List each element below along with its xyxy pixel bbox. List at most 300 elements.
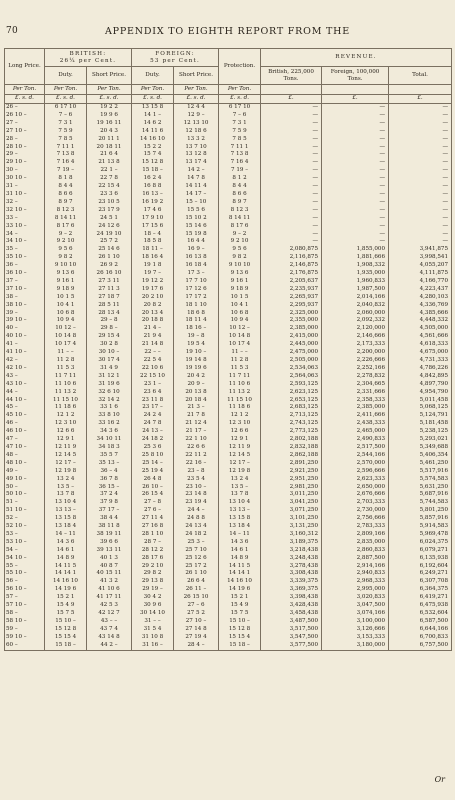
table-cell: 23 1 – xyxy=(132,381,174,389)
table-cell: 27 10 – xyxy=(5,128,45,136)
table-cell: 13 5 – xyxy=(45,484,87,492)
table-cell: 14 1 – xyxy=(132,112,174,120)
table-cell: 21 7 8 xyxy=(174,412,219,420)
table-cell: 14 – 11 xyxy=(219,531,261,539)
table-cell: 42 – xyxy=(5,357,45,365)
table-cell: 45 – xyxy=(5,404,45,412)
table-cell: 38 4 4 xyxy=(87,515,132,523)
table-cell: 43 10 – xyxy=(5,381,45,389)
table-cell: 14 16 10 xyxy=(219,578,261,586)
table-cell: 5,969,478 xyxy=(389,531,452,539)
table-cell: 43 – xyxy=(5,373,45,381)
table-cell: 20 2 10 xyxy=(132,294,174,302)
table-cell: — xyxy=(261,104,322,112)
table-cell: 9 18 9 xyxy=(219,286,261,294)
table-row xyxy=(5,294,452,302)
table-cell: — xyxy=(389,167,452,175)
table-cell: 16 18 4 xyxy=(174,262,219,270)
table-cell: 27 5 2 xyxy=(174,610,219,618)
table-cell: 6,419,271 xyxy=(389,594,452,602)
table-row xyxy=(5,531,452,539)
table-row xyxy=(5,428,452,436)
table-cell: 2,891,250 xyxy=(261,460,322,468)
table-cell: 39 10 – xyxy=(5,317,45,325)
table-cell: 26 16 10 xyxy=(87,270,132,278)
table-cell: 28 12 2 xyxy=(132,547,174,555)
table-cell: 7 3 1 xyxy=(45,120,87,128)
table-cell: 31 12 1 xyxy=(87,373,132,381)
table-cell: — xyxy=(322,231,389,239)
table-row xyxy=(5,389,452,397)
table-cell: 14 6 1 xyxy=(219,547,261,555)
table-cell: 37 9 8 xyxy=(87,499,132,507)
table-cell: 50 – xyxy=(5,484,45,492)
table-cell: — xyxy=(322,159,389,167)
table-cell: — xyxy=(322,120,389,128)
table-cell: 7 5 9 xyxy=(45,128,87,136)
table-row xyxy=(5,191,452,199)
table-cell: 2,756,666 xyxy=(322,515,389,523)
table-cell: — xyxy=(389,128,452,136)
unit-lsd-6: £. s. d. xyxy=(219,95,261,104)
table-cell: 8 12 3 xyxy=(45,207,87,215)
table-cell: 2,415,000 xyxy=(261,333,322,341)
table-cell: 26 9 2 xyxy=(87,262,132,270)
table-cell: 3,398,438 xyxy=(261,594,322,602)
table-cell: 35 13 – xyxy=(87,460,132,468)
table-cell: 2,743,125 xyxy=(261,420,322,428)
table-cell: 14 2 – xyxy=(174,167,219,175)
table-cell: 5,801,250 xyxy=(389,507,452,515)
table-cell: — xyxy=(389,223,452,231)
table-cell: 14 16 10 xyxy=(132,136,174,144)
table-cell: 13 18 4 xyxy=(219,523,261,531)
table-cell: 54 10 – xyxy=(5,555,45,563)
table-cell: 24 18 2 xyxy=(174,531,219,539)
table-cell: 5,124,791 xyxy=(389,412,452,420)
table-row xyxy=(5,610,452,618)
table-cell: 30 17 4 xyxy=(87,357,132,365)
table-cell: — xyxy=(389,104,452,112)
table-cell: 2,802,188 xyxy=(261,436,322,444)
table-cell: 14 7 8 xyxy=(174,175,219,183)
table-cell: 31 4 9 xyxy=(87,365,132,373)
table-cell: 26 – xyxy=(5,104,45,112)
table-cell: 18 – 4 xyxy=(132,231,174,239)
table-cell: — xyxy=(261,167,322,175)
table-cell: 24 18 2 xyxy=(132,436,174,444)
table-cell: 11 – – xyxy=(219,349,261,357)
table-cell: 9 5 6 xyxy=(219,246,261,254)
table-cell: 23 3 6 xyxy=(87,191,132,199)
table-cell: 2,968,333 xyxy=(322,578,389,586)
table-cell: 9 16 1 xyxy=(45,278,87,286)
table-row xyxy=(5,365,452,373)
unit-blank-1 xyxy=(261,85,322,95)
table-cell: 19 1 8 xyxy=(132,262,174,270)
unit-pound-2: £. xyxy=(322,95,389,104)
table-cell: 5,349,688 xyxy=(389,444,452,452)
table-cell: 16 4 4 xyxy=(174,238,219,246)
table-cell: 57 – xyxy=(5,594,45,602)
table-cell: 21 4 – xyxy=(132,325,174,333)
table-cell: 42 5 3 xyxy=(87,602,132,610)
table-row xyxy=(5,436,452,444)
table-cell: 12 3 10 xyxy=(45,420,87,428)
table-cell: — xyxy=(389,144,452,152)
table-cell: 18 1 10 xyxy=(174,302,219,310)
table-cell: 8 14 11 xyxy=(45,215,87,223)
table-cell: 3,047,500 xyxy=(322,602,389,610)
col-foreign-short: Short Price. xyxy=(174,67,219,85)
table-cell: 30 10 – xyxy=(5,175,45,183)
table-cell: 4,280,103 xyxy=(389,294,452,302)
table-cell: 2,783,333 xyxy=(322,523,389,531)
table-cell: 39 – xyxy=(5,310,45,318)
table-cell: 4,786,226 xyxy=(389,365,452,373)
table-cell: — xyxy=(261,159,322,167)
table-cell: — xyxy=(261,238,322,246)
table-cell: 3,101,250 xyxy=(261,515,322,523)
table-cell: 2,445,000 xyxy=(261,341,322,349)
table-cell: 54 – xyxy=(5,547,45,555)
table-row xyxy=(5,167,452,175)
table-cell: 9 10 10 xyxy=(45,262,87,270)
table-cell: 31 10 8 xyxy=(132,634,174,642)
table-cell: 4,842,895 xyxy=(389,373,452,381)
table-cell: 34 3 6 xyxy=(87,428,132,436)
unit-per-ton-2: Per Ton. xyxy=(45,85,87,95)
table-cell: 25 12 6 xyxy=(174,555,219,563)
col-protection: Protection. xyxy=(219,49,261,85)
table-cell: 15 – 10 xyxy=(174,199,219,207)
table-cell: 26 10 – xyxy=(5,112,45,120)
table-cell: 28 – xyxy=(5,136,45,144)
table-cell: 11 7 11 xyxy=(45,373,87,381)
table-cell: 8 12 3 xyxy=(219,207,261,215)
table-cell: 10 1 5 xyxy=(219,294,261,302)
table-cell: 2,596,666 xyxy=(322,468,389,476)
table-cell: 27 10 – xyxy=(174,618,219,626)
table-cell: 2,713,125 xyxy=(261,412,322,420)
table-cell: 2,676,666 xyxy=(322,491,389,499)
table-cell: — xyxy=(389,112,452,120)
table-cell: 4,954,790 xyxy=(389,389,452,397)
table-cell: 19 19 6 xyxy=(174,365,219,373)
table-cell: 21 3 – xyxy=(174,404,219,412)
table-cell: 7 – 6 xyxy=(219,112,261,120)
table-cell: 3,011,250 xyxy=(261,491,322,499)
table-cell: 13 17 4 xyxy=(174,159,219,167)
table-cell: 26 15 4 xyxy=(132,491,174,499)
table-cell: 34 – xyxy=(5,231,45,239)
table-cell: 22 10 6 xyxy=(132,365,174,373)
table-cell: 9 2 10 xyxy=(45,238,87,246)
table-cell: 41 10 6 xyxy=(87,586,132,594)
table-cell: 9 8 2 xyxy=(219,254,261,262)
table-cell: 44 10 – xyxy=(5,397,45,405)
table-row xyxy=(5,626,452,634)
table-cell: 1,908,332 xyxy=(322,262,389,270)
table-cell: 22 15 10 xyxy=(132,373,174,381)
table-cell: 12 13 10 xyxy=(174,120,219,128)
table-cell: 19 12 2 xyxy=(132,278,174,286)
table-cell: 2,116,875 xyxy=(261,254,322,262)
table-row xyxy=(5,207,452,215)
duty-table xyxy=(4,48,452,651)
table-cell: 10 6 8 xyxy=(45,310,87,318)
table-cell: 8 1 2 xyxy=(219,175,261,183)
table-cell: 12 17 – xyxy=(219,460,261,468)
table-cell: 42 12 7 xyxy=(87,610,132,618)
table-cell: 12 6 6 xyxy=(45,428,87,436)
table-cell: 27 – 8 xyxy=(132,499,174,507)
table-cell: 2,653,125 xyxy=(261,397,322,405)
table-cell: 37 – xyxy=(5,278,45,286)
table-cell: 15 7 4 xyxy=(132,151,174,159)
table-cell: 8 4 4 xyxy=(45,183,87,191)
table-cell: 19 16 11 xyxy=(87,120,132,128)
table-cell: 30 14 10 xyxy=(132,610,174,618)
table-cell: 14 3 6 xyxy=(219,539,261,547)
table-cell: 27 11 3 xyxy=(87,286,132,294)
table-cell: 13 7 8 xyxy=(45,491,87,499)
table-cell: 15 12 8 xyxy=(45,626,87,634)
table-row xyxy=(5,104,452,112)
table-cell: 4,731,333 xyxy=(389,357,452,365)
col-revenue: REVENUE. xyxy=(261,49,452,67)
table-row xyxy=(5,112,452,120)
table-cell: 45 10 – xyxy=(5,412,45,420)
table-cell: 32 6 10 xyxy=(87,389,132,397)
table-cell: 11 13 2 xyxy=(45,389,87,397)
table-cell: — xyxy=(261,112,322,120)
table-cell: 20 11 1 xyxy=(87,136,132,144)
table-cell: 52 10 – xyxy=(5,523,45,531)
table-cell: 59 10 – xyxy=(5,634,45,642)
table-cell: 23 19 4 xyxy=(174,499,219,507)
table-row xyxy=(5,539,452,547)
foreign-rate: 53 per Cent. xyxy=(150,57,200,64)
table-cell: 27 18 7 xyxy=(87,294,132,302)
table-cell: 2,593,125 xyxy=(261,381,322,389)
table-cell: 13 18 4 xyxy=(45,523,87,531)
table-cell: 2,146,875 xyxy=(261,262,322,270)
table-cell: 36 7 8 xyxy=(87,476,132,484)
table-row xyxy=(5,286,452,294)
table-cell: 27 – xyxy=(5,120,45,128)
table-cell: 2,385,000 xyxy=(322,404,389,412)
table-row xyxy=(5,270,452,278)
table-cell: 26 10 – xyxy=(132,484,174,492)
table-cell: 38 10 – xyxy=(5,302,45,310)
table-cell: 2,832,188 xyxy=(261,444,322,452)
table-cell: 23 14 8 xyxy=(174,491,219,499)
table-cell: 4,897,790 xyxy=(389,381,452,389)
table-cell: 3,218,438 xyxy=(261,547,322,555)
table-cell: 7 19 – xyxy=(45,167,87,175)
table-cell: 51 – xyxy=(5,499,45,507)
table-cell: 6,475,938 xyxy=(389,602,452,610)
table-cell: 18 5 8 xyxy=(132,238,174,246)
table-cell: 2,570,000 xyxy=(322,460,389,468)
table-cell: 14 11 4 xyxy=(174,183,219,191)
table-cell: 5,068,125 xyxy=(389,404,452,412)
table-cell: — xyxy=(261,223,322,231)
table-cell: 14 19 6 xyxy=(45,586,87,594)
table-cell: 13 13 – xyxy=(45,507,87,515)
table-cell: 6,024,375 xyxy=(389,539,452,547)
table-cell: 3,428,438 xyxy=(261,602,322,610)
table-cell: 25 14 6 xyxy=(87,246,132,254)
table-cell: 23 11 8 xyxy=(132,397,174,405)
table-cell: 15 2 2 xyxy=(132,144,174,152)
table-cell: 13 7 10 xyxy=(174,144,219,152)
table-cell: 5,687,916 xyxy=(389,491,452,499)
table-cell: 12 11 9 xyxy=(45,444,87,452)
table-cell: 23 – 8 xyxy=(174,468,219,476)
table-cell: 8 14 11 xyxy=(219,215,261,223)
table-cell: 22 1 – xyxy=(87,167,132,175)
table-cell: 2,252,166 xyxy=(322,365,389,373)
unit-lsd-4: £. s. d. xyxy=(132,95,174,104)
table-cell: 2,355,000 xyxy=(261,317,322,325)
table-cell: 3,278,438 xyxy=(261,563,322,571)
table-cell: 2,295,937 xyxy=(261,302,322,310)
table-cell: 2,438,333 xyxy=(322,420,389,428)
table-cell: 14 8 9 xyxy=(45,555,87,563)
table-cell: 14 6 1 xyxy=(45,547,87,555)
table-cell: 12 14 5 xyxy=(45,452,87,460)
unit-lsd-3: £. s. d. xyxy=(87,95,132,104)
table-row xyxy=(5,397,452,405)
table-cell: 43 – – xyxy=(87,618,132,626)
table-cell: 17 9 10 xyxy=(132,215,174,223)
table-cell: 22 11 2 xyxy=(174,452,219,460)
table-cell: 2,411,666 xyxy=(322,412,389,420)
table-cell: 10 4 1 xyxy=(219,302,261,310)
table-cell: 41 – xyxy=(5,341,45,349)
table-cell: 50 10 – xyxy=(5,491,45,499)
table-cell: 39 13 11 xyxy=(87,547,132,555)
table-cell: — xyxy=(389,215,452,223)
table-cell: 35 5 7 xyxy=(87,452,132,460)
table-cell: 2,995,000 xyxy=(322,586,389,594)
table-row xyxy=(5,175,452,183)
table-cell: — xyxy=(322,128,389,136)
table-cell: 4,055,207 xyxy=(389,262,452,270)
table-cell: 19 2 2 xyxy=(87,104,132,112)
table-cell: 24 4 – xyxy=(174,507,219,515)
table-row xyxy=(5,357,452,365)
table-cell: 29 – 8 xyxy=(87,317,132,325)
table-cell: 2,226,666 xyxy=(322,357,389,365)
table-cell: — xyxy=(261,151,322,159)
table-cell: 13 10 4 xyxy=(219,499,261,507)
table-cell: 19 9 6 xyxy=(87,112,132,120)
table-cell: 29 10 – xyxy=(5,159,45,167)
table-cell: 3,041,250 xyxy=(261,499,322,507)
table-cell: 2,475,000 xyxy=(261,349,322,357)
table-cell: 12 3 10 xyxy=(219,420,261,428)
table-cell: 3,020,833 xyxy=(322,594,389,602)
table-row xyxy=(5,507,452,515)
table-cell: 23 17 9 xyxy=(87,207,132,215)
table-cell: 16 13 – xyxy=(132,191,174,199)
table-cell: 32 10 – xyxy=(5,207,45,215)
table-cell: 13 12 8 xyxy=(174,151,219,159)
unit-per-ton-4: Per Ton. xyxy=(132,85,174,95)
table-row xyxy=(5,476,452,484)
table-cell: 36 10 – xyxy=(5,270,45,278)
table-cell: — xyxy=(261,136,322,144)
table-cell: 8 17 6 xyxy=(45,223,87,231)
table-cell: 7 5 9 xyxy=(219,128,261,136)
table-cell: 15 2 1 xyxy=(219,594,261,602)
table-cell: 30 10 – xyxy=(87,349,132,357)
table-cell: 31 10 – xyxy=(5,191,45,199)
table-cell: 48 10 – xyxy=(5,460,45,468)
table-cell: 18 16 4 xyxy=(132,254,174,262)
table-cell: 14 16 10 xyxy=(45,578,87,586)
table-cell: 51 10 – xyxy=(5,507,45,515)
table-cell: 26 11 – xyxy=(174,586,219,594)
table-cell: 29 – xyxy=(5,151,45,159)
table-cell: 30 4 2 xyxy=(132,594,174,602)
table-cell: 42 10 – xyxy=(5,365,45,373)
table-cell: 2,809,166 xyxy=(322,531,389,539)
table-cell: 14 – 11 xyxy=(45,531,87,539)
table-cell: 53 10 – xyxy=(5,539,45,547)
table-cell: — xyxy=(261,120,322,128)
table-cell: 4,505,000 xyxy=(389,325,452,333)
table-cell: 25 7 10 xyxy=(174,547,219,555)
table-row xyxy=(5,484,452,492)
col-total: Total. xyxy=(389,67,452,85)
table-cell: 20 13 4 xyxy=(132,310,174,318)
table-cell: 26 6 4 xyxy=(174,578,219,586)
table-cell: 13 5 – xyxy=(219,484,261,492)
table-cell: 19 10 – xyxy=(174,349,219,357)
table-cell: 38 11 8 xyxy=(87,523,132,531)
table-cell: — xyxy=(261,144,322,152)
col-foreign-duty: Duty. xyxy=(132,67,174,85)
table-cell: 19 – 8 xyxy=(174,333,219,341)
table-cell: 3,308,438 xyxy=(261,570,322,578)
table-cell: 1,855,000 xyxy=(322,246,389,254)
table-cell: 2,623,333 xyxy=(322,476,389,484)
table-cell: 3,339,375 xyxy=(261,578,322,586)
table-cell: 18 6 8 xyxy=(174,310,219,318)
table-cell: 56 – xyxy=(5,578,45,586)
table-cell: 2,862,188 xyxy=(261,452,322,460)
table-cell: 37 2 4 xyxy=(87,491,132,499)
table-cell: 15 10 2 xyxy=(174,215,219,223)
table-cell: 2,650,000 xyxy=(322,484,389,492)
table-row xyxy=(5,128,452,136)
table-cell: — xyxy=(322,167,389,175)
table-cell: 9 5 6 xyxy=(45,246,87,254)
table-cell: — xyxy=(322,104,389,112)
table-cell: 7 3 1 xyxy=(219,120,261,128)
table-cell: 12 1 2 xyxy=(219,412,261,420)
table-cell: 1,960,833 xyxy=(322,278,389,286)
table-cell: 2,176,875 xyxy=(261,270,322,278)
table-row xyxy=(5,468,452,476)
table-cell: 2,623,125 xyxy=(261,389,322,397)
table-cell: 31 5 4 xyxy=(132,626,174,634)
table-cell: 11 2 8 xyxy=(45,357,87,365)
